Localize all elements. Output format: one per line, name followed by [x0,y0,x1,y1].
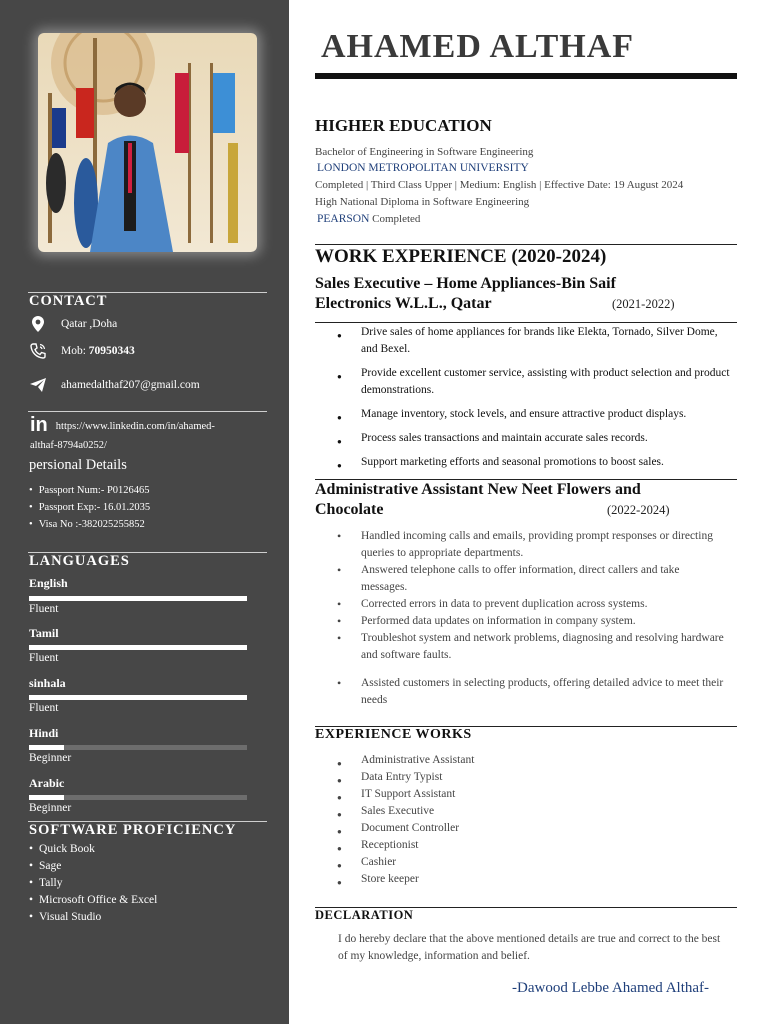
divider [28,411,267,412]
work-heading: WORK EXPERIENCE (2020-2024) [315,246,607,267]
name-underline [315,73,737,79]
job2-years: (2022-2024) [607,503,670,517]
linkedin-icon: in [30,414,48,436]
job1-bullet: ● Manage inventory, stock levels, and ensure attractive product displays. [315,406,737,423]
declaration-text: I do hereby declare that the above mentioned details are true and correct to the best of my knowledge, information and belief. [338,933,721,962]
mobile-label: Mob: [61,345,89,357]
job1-years: (2021-2022) [612,297,675,311]
job2-bullet: • Handled incoming calls and emails, providing prompt responses or directing queries to appropriate departments. [315,528,725,562]
degree-title: Bachelor of Engineering in Software Engineering [315,146,534,158]
email-link[interactable]: ahamedalthaf207@gmail.com [61,379,200,391]
email-row[interactable] [30,377,200,393]
diploma-title: High National Diploma in Software Engineering [315,196,530,208]
software-item: • Quick Book [29,841,157,858]
mobile-number: 70950343 [88,345,135,357]
profile-photo [38,33,257,252]
linkedin-row[interactable] [30,416,270,455]
personal-details-heading: persional Details [29,457,127,473]
phone-icon [30,343,46,359]
experience-item: ● IT Support Assistant [315,786,737,803]
diploma-org-row [317,213,420,225]
languages-heading: LANGUAGES [29,553,130,569]
job1-bullet: ● Process sales transactions and maintain accurate sales records. [315,430,737,447]
education-heading: HIGHER EDUCATION [315,116,492,135]
personal-details-list [29,482,150,533]
language-name: Hindi [29,726,59,740]
job2-bullet: • Troubleshot system and network problems, diagnosing and resolving hardware and software faults. [315,630,725,664]
university-name: LONDON METROPOLITAN UNIVERSITY [317,162,529,174]
job2-bullet: • Assisted customers in selecting products, offering detailed advice to meet their needs [315,675,725,709]
job1-bullets [315,324,737,471]
experience-item: ● Data Entry Typist [315,769,737,786]
job2-bullet: • Corrected errors in data to prevent duplication across systems. [315,596,725,613]
experience-item: ● Store keeper [315,871,737,888]
language-level: Beginner [29,752,72,764]
visa-number: • Visa No :-382025255852 [29,516,150,533]
candidate-name: AHAMED ALTHAF [321,28,635,65]
passport-expiry: • Passport Exp:- 16.01.2035 [29,499,150,516]
job2-title-line1: Administrative Assistant New Neet Flowers and [315,481,641,498]
job2-bullets [315,528,725,709]
software-heading: SOFTWARE PROFICIENCY [29,822,237,838]
language-level-bar [29,596,247,601]
experience-item: ● Sales Executive [315,803,737,820]
sidebar [0,0,289,1024]
experience-item: ● Administrative Assistant [315,752,737,769]
experience-works-heading: EXPERIENCE WORKS [315,727,472,742]
experience-item: ● Document Controller [315,820,737,837]
divider [315,479,737,480]
location-row [30,316,117,332]
signature: -Dawood Lebbe Ahamed Althaf- [512,980,710,996]
job1-title-line2: Electronics W.L.L., Qatar [315,295,492,312]
degree-detail: Completed | Third Class Upper | Medium: English | Effective Date: 19 August 2024 [315,179,684,191]
experience-item: ● Cashier [315,854,737,871]
divider [315,322,737,323]
location-text: Qatar ,Doha [61,318,118,330]
linkedin-url-line2[interactable]: althaf-8794a0252/ [30,440,107,451]
job1-bullet: ● Provide excellent customer service, assisting with product selection and product demonstrations. [315,365,737,399]
experience-works-list [315,752,737,888]
language-level: Fluent [29,702,59,714]
diploma-org: PEARSON [317,213,370,225]
language-level-bar [29,645,247,650]
language-level: Fluent [29,603,59,615]
language-level-bar [29,745,247,750]
job1-bullet: ● Drive sales of home appliances for brands like Elekta, Tornado, Silver Dome, and Bexel. [315,324,737,358]
language-name: Tamil [29,626,59,640]
linkedin-url-line1[interactable]: https://www.linkedin.com/in/ahamed- [55,421,215,432]
experience-item: ● Receptionist [315,837,737,854]
language-name: English [29,576,68,590]
software-item: • Visual Studio [29,909,157,926]
software-list [29,841,157,926]
contact-heading: CONTACT [29,293,108,309]
mobile-row [30,343,135,359]
diploma-status: Completed [369,213,421,225]
divider [315,244,737,245]
job2-bullet: • Answered telephone calls to offer information, direct callers and take messages. [315,562,725,596]
language-level: Beginner [29,802,72,814]
location-pin-icon [30,316,46,332]
language-level-bar [29,695,247,700]
job1-bullet: ● Support marketing efforts and seasonal promotions to boost sales. [315,454,737,471]
language-name: sinhala [29,676,66,690]
software-item: • Microsoft Office & Excel [29,892,157,909]
software-item: • Tally [29,875,157,892]
job1-title-line1: Sales Executive – Home Appliances-Bin Saif [315,275,616,292]
language-level: Fluent [29,652,59,664]
language-name: Arabic [29,776,65,790]
send-icon [30,377,46,393]
passport-number: • Passport Num:- P0126465 [29,482,150,499]
software-item: • Sage [29,858,157,875]
language-level-bar [29,795,247,800]
job2-bullet: • Performed data updates on information in company system. [315,613,725,630]
job2-title-line2: Chocolate [315,501,384,518]
declaration-heading: DECLARATION [315,908,414,922]
